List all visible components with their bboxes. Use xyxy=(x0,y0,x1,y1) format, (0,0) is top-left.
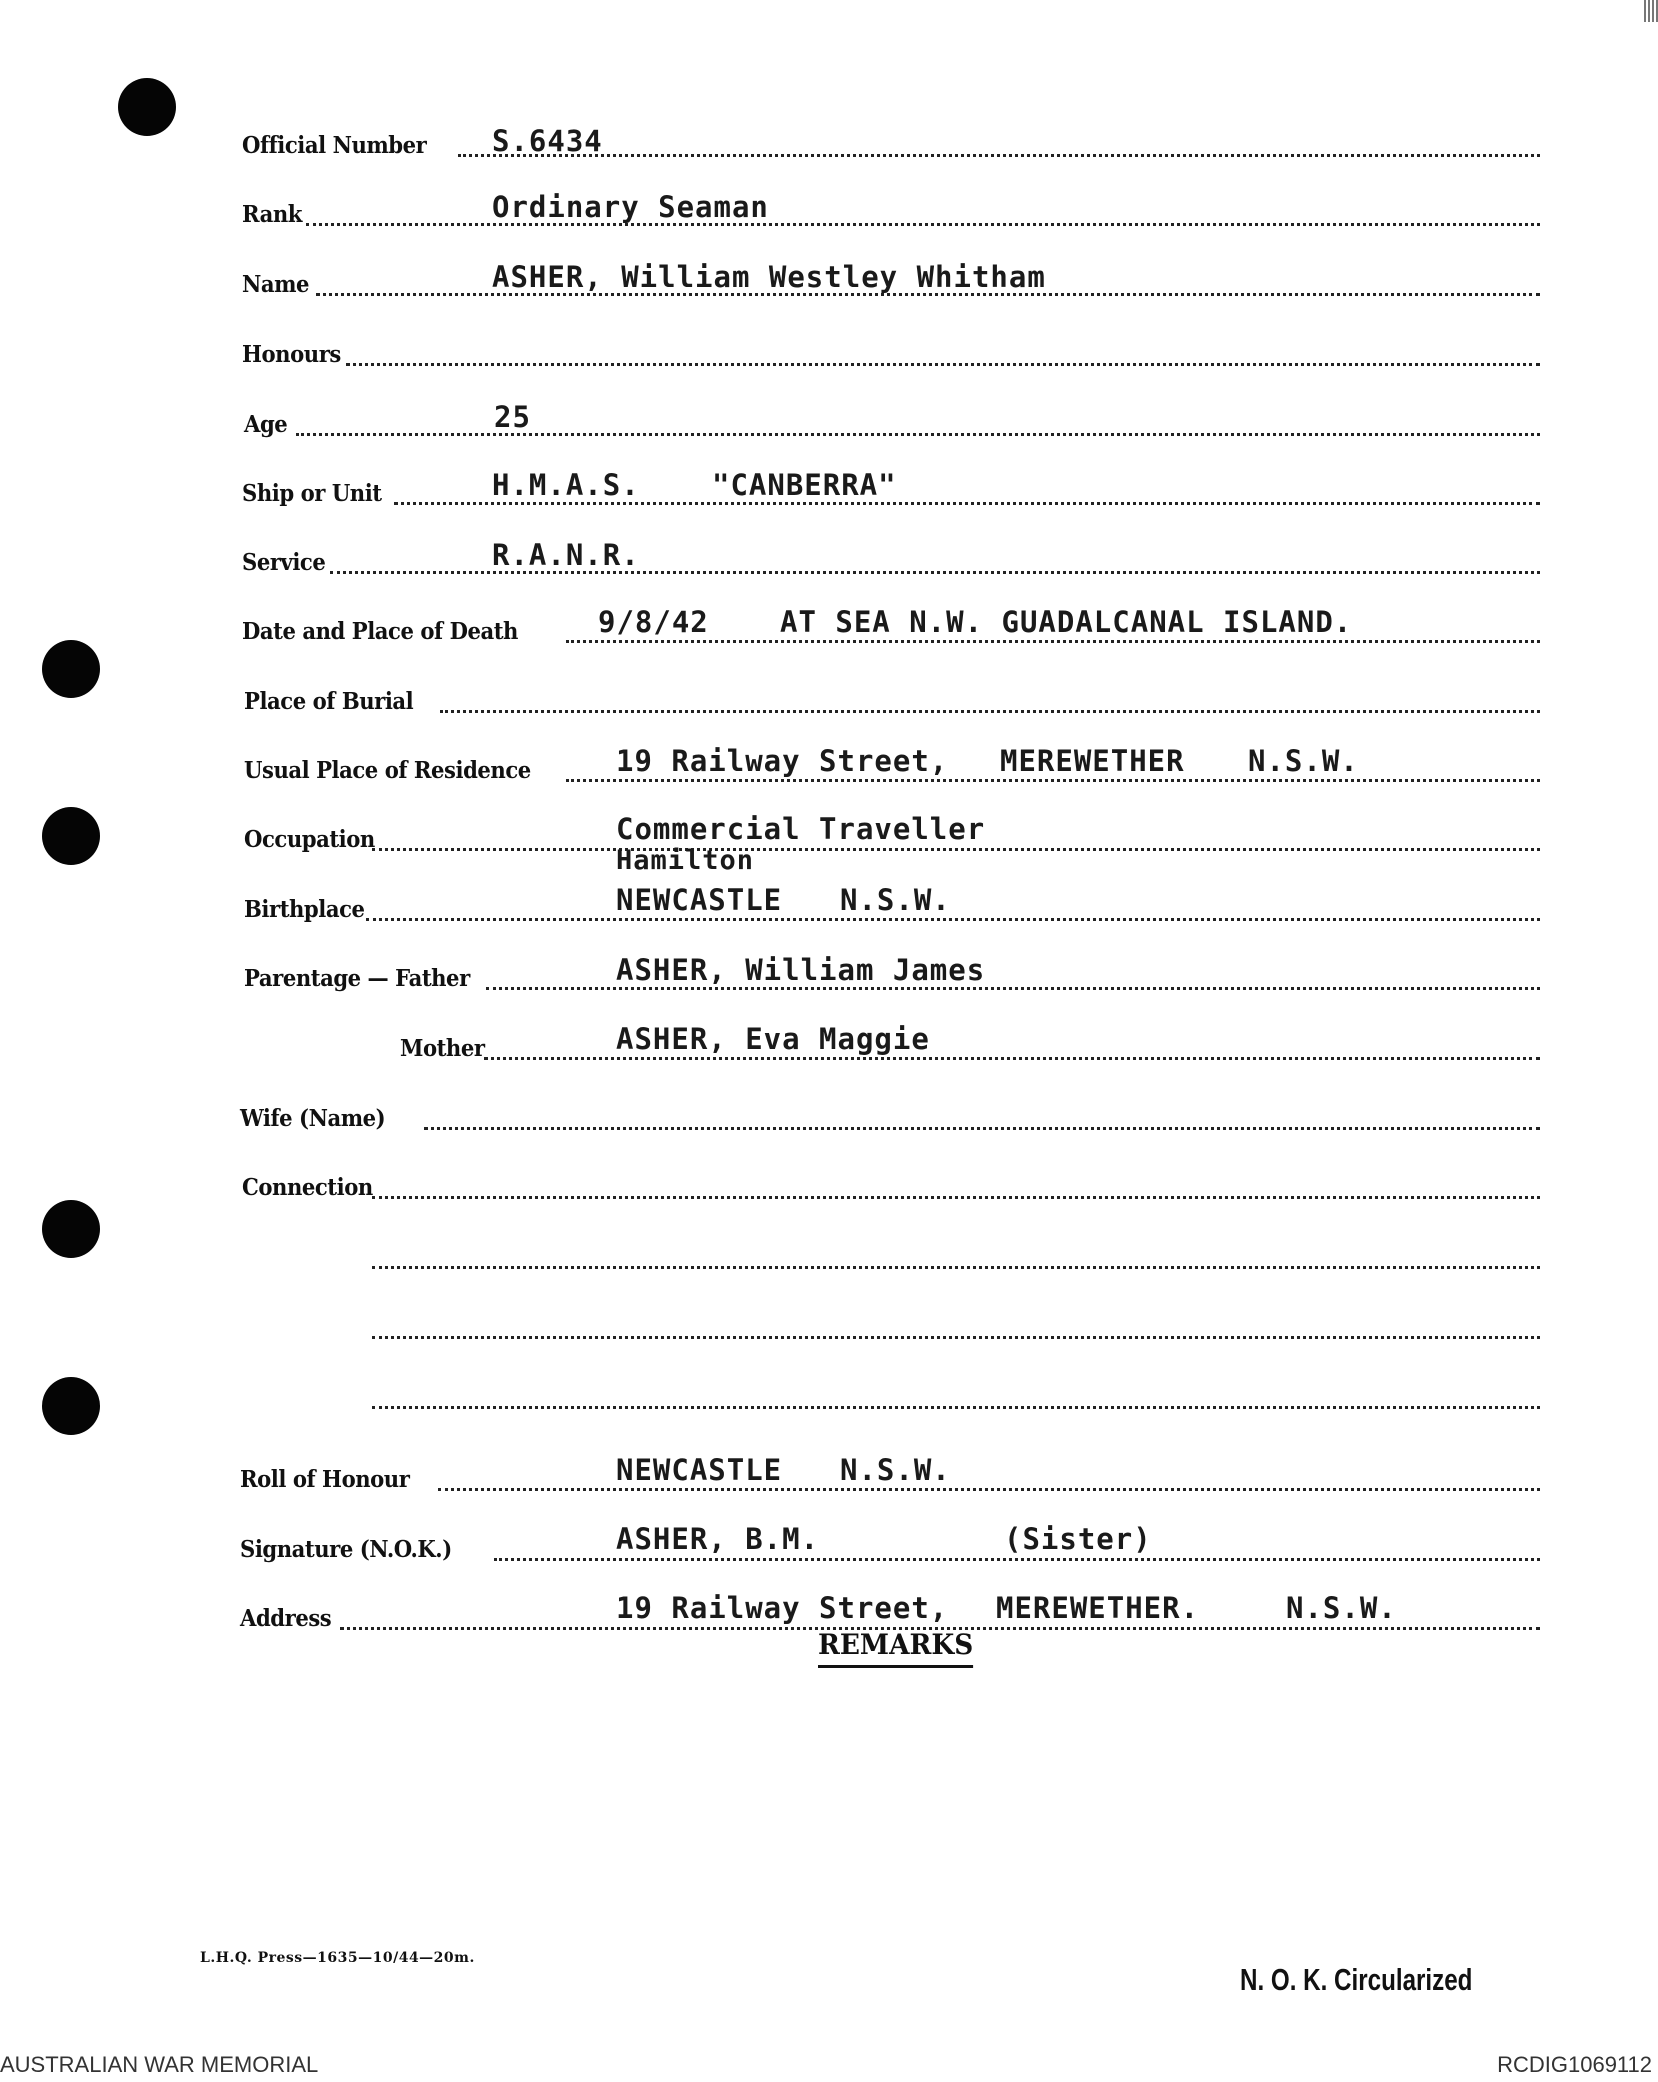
label-age: Age xyxy=(244,411,288,438)
punch-hole xyxy=(42,640,100,698)
label-parentage-father: Parentage — Father xyxy=(244,965,470,992)
value-birthplace-state: N.S.W. xyxy=(840,883,951,917)
dotted-line xyxy=(372,848,1540,851)
print-reference: L.H.Q. Press—1635—10/44—20m. xyxy=(200,1950,475,1966)
value-address-state: N.S.W. xyxy=(1286,1591,1397,1625)
label-rank: Rank xyxy=(242,201,302,228)
dotted-line xyxy=(566,779,1540,782)
value-occupation: Commercial Traveller xyxy=(616,812,986,846)
value-service: R.A.N.R. xyxy=(492,538,640,572)
label-signature: Signature (N.O.K.) xyxy=(240,1536,452,1563)
dotted-line xyxy=(372,1266,1540,1269)
label-place-of-burial: Place of Burial xyxy=(244,688,414,715)
dotted-line xyxy=(424,1127,1540,1130)
dotted-line xyxy=(440,710,1540,713)
value-death-place: AT SEA N.W. GUADALCANAL ISLAND. xyxy=(780,605,1353,639)
value-signature-name: ASHER, B.M. xyxy=(616,1522,820,1556)
value-occupation-line2: Hamilton xyxy=(616,845,755,876)
remarks-heading: REMARKS xyxy=(818,1628,973,1668)
value-name: ASHER, William Westley Whitham xyxy=(492,260,1046,294)
value-address-street: 19 Railway Street, xyxy=(616,1591,949,1625)
label-address: Address xyxy=(240,1605,332,1632)
value-rank: Ordinary Seaman xyxy=(492,190,769,224)
value-signature-relation: (Sister) xyxy=(1004,1522,1152,1556)
label-birthplace: Birthplace xyxy=(244,896,365,923)
dotted-line xyxy=(566,640,1540,643)
dotted-line xyxy=(458,154,1540,157)
archive-credit: AUSTRALIAN WAR MEMORIAL xyxy=(0,2052,319,2077)
punch-hole xyxy=(42,807,100,865)
value-residence-street: 19 Railway Street, xyxy=(616,744,949,778)
dotted-line xyxy=(372,1336,1540,1339)
label-service: Service xyxy=(242,549,326,576)
value-birthplace-town: NEWCASTLE xyxy=(616,883,783,917)
dotted-line xyxy=(438,1488,1540,1491)
value-ship-name: "CANBERRA" xyxy=(712,468,897,502)
dotted-line xyxy=(372,1196,1540,1199)
label-ship-or-unit: Ship or Unit xyxy=(242,480,382,507)
label-honours: Honours xyxy=(242,341,341,368)
punch-hole xyxy=(118,78,176,136)
value-mother: ASHER, Eva Maggie xyxy=(616,1022,930,1056)
value-roll-state: N.S.W. xyxy=(840,1453,951,1487)
label-official-number: Official Number xyxy=(242,132,427,159)
dotted-line xyxy=(494,1558,1540,1561)
punch-hole xyxy=(42,1200,100,1258)
value-official-number: S.6434 xyxy=(492,124,603,158)
punch-hole xyxy=(42,1377,100,1435)
label-occupation: Occupation xyxy=(244,826,375,853)
label-name: Name xyxy=(242,271,310,298)
value-address-town: MEREWETHER. xyxy=(996,1591,1200,1625)
dotted-line xyxy=(394,502,1540,505)
value-residence-town: MEREWETHER xyxy=(1000,744,1185,778)
dotted-line xyxy=(372,1406,1540,1409)
scan-edge-mark xyxy=(1644,0,1658,22)
value-ship: H.M.A.S. xyxy=(492,468,640,502)
archive-id: RCDIG1069112 xyxy=(1497,2052,1652,2077)
dotted-line xyxy=(484,1057,1540,1060)
label-usual-residence: Usual Place of Residence xyxy=(244,757,531,784)
label-date-place-death: Date and Place of Death xyxy=(242,618,518,645)
value-father: ASHER, William James xyxy=(616,953,986,987)
value-age: 25 xyxy=(494,400,531,434)
value-residence-state: N.S.W. xyxy=(1248,744,1359,778)
label-roll-of-honour: Roll of Honour xyxy=(240,1466,410,1493)
dotted-line xyxy=(296,433,1540,436)
value-roll-town: NEWCASTLE xyxy=(616,1453,783,1487)
label-parentage-mother: Mother xyxy=(400,1035,485,1062)
label-connection: Connection xyxy=(242,1174,373,1201)
dotted-line xyxy=(366,918,1540,921)
label-wife: Wife (Name) xyxy=(240,1105,386,1132)
dotted-line xyxy=(346,363,1540,366)
nok-circularized-stamp: N. O. K. Circularized xyxy=(1240,1962,1473,1997)
value-death-date: 9/8/42 xyxy=(598,605,709,639)
dotted-line xyxy=(486,987,1540,990)
